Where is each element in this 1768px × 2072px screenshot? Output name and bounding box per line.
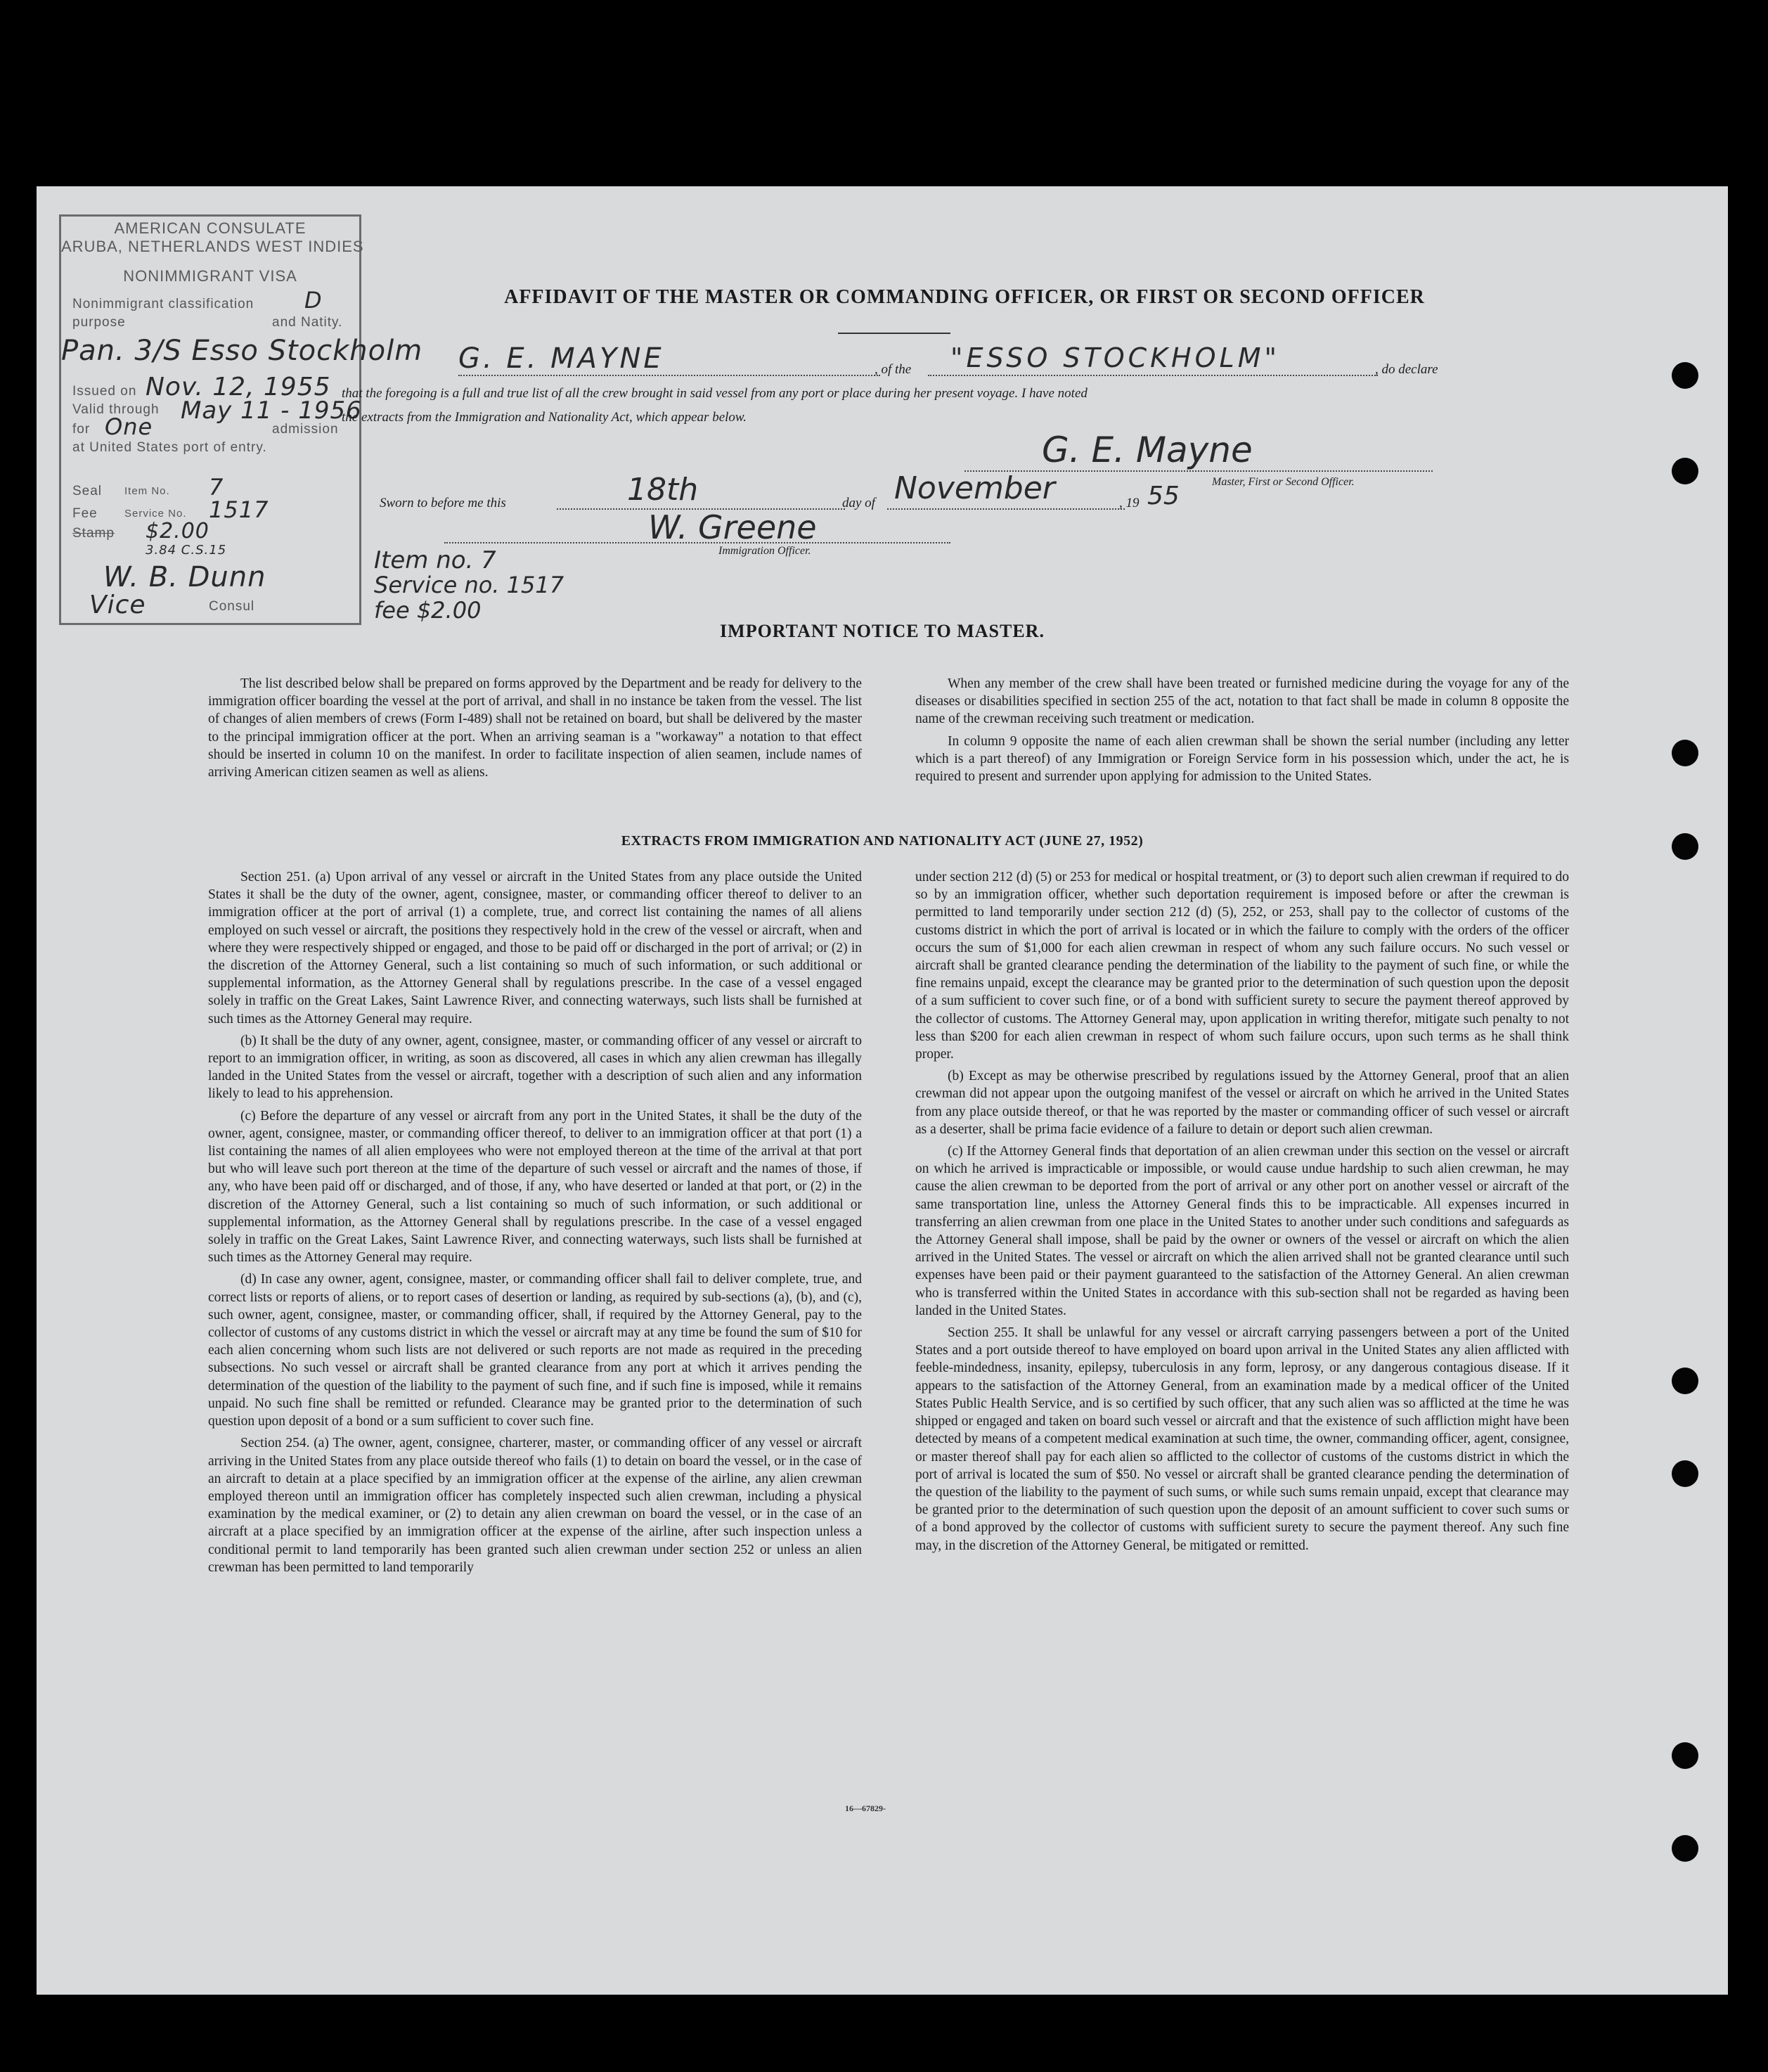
stamp-location: ARUBA, NETHERLANDS WEST INDIES <box>61 238 364 255</box>
of-the-label: , of the <box>875 362 912 377</box>
act-section: (c) Before the departure of any vessel or aircraft from any port in the United States, it shall be the duty of the owner, agent, consignee, master, or commanding officer thereof, to deliver to an immigration officer at that port (1) a list containing the names of all alien employees who were not employed thereon at the time of the arrival at that port but who will leave such port thereon at the time of the departure of such vessel or aircraft and the names of those, if any, who have been paid off or discharged, and of those, if any, who have deserted or landed at that port, or (2) in the discretion of the Attorney General, such a list containing so much of such information, or such additional or supplemental information, as the Attorney General shall by regulations prescribe. In the case of a vessel engaged solely in traffic on the Great Lakes, Saint Lawrence River, and connecting waterways, such lists shall be furnished at such times as the Attorney General may require. <box>208 1108 862 1266</box>
stamp-for-label: for <box>72 422 91 437</box>
stamp-stamp-label: Stamp <box>72 526 115 541</box>
punch-hole <box>1672 1460 1698 1487</box>
form-print-code: 16—67829- <box>845 1803 886 1813</box>
act-section: Section 251. (a) Upon arrival of any vessel or aircraft in the United States from any place outside the United States it shall be the duty of the owner, agent, consignee, master, or commanding officer thereof to deliver to an immigration officer at the port of arrival (1) a complete, true, and correct list containing the names of all aliens employed on such vessel or aircraft, the positions they respectively hold in the crew of the vessel or aircraft, when and where they were respectively shipped or engaged, and those to be paid off or discharged in the port of arrival; or (2) in the discretion of the Attorney General, such a list containing so much of such information, or such additional or supplemental information, as the Attorney General shall by regulations prescribe. In the case of a vessel engaged solely in traffic on the Great Lakes, Saint Lawrence River, and connecting waterways, such lists shall be furnished at such times as the Attorney General may require. <box>208 870 862 1027</box>
master-signature: G. E. Mayne <box>1042 430 1253 470</box>
extracts-left-column <box>208 868 862 1581</box>
stamp-admission-label: admission <box>272 422 339 437</box>
stamp-fee-value: $2.00 <box>146 519 209 543</box>
stamp-seal-label: Seal <box>72 484 103 498</box>
notice-paragraph: When any member of the crew shall have been treated or furnished medicine during the voyage for any of the diseases or disabilities specified in section 255 of the act, notation to that fact shall be made in column 8 opposite the name of the crewman receiving such treatment or medication. <box>915 676 1569 727</box>
stamp-consul-label: Consul <box>209 599 255 614</box>
notice-paragraph: In column 9 opposite the name of each alien crewman shall be shown the serial number (including any letter which is a part thereof) of any Immigration or Foreign Service form in his possession which, under the act, he is required to present and surrender upon applying for admission to the United States. <box>915 733 1569 785</box>
note-item: Item no. 7 <box>374 546 496 574</box>
vessel-name-line <box>928 375 1378 376</box>
stamp-valid-value: May 11 - 1956 <box>181 397 362 425</box>
punch-hole <box>1672 1742 1698 1769</box>
sworn-label: Sworn to before me this <box>380 496 506 510</box>
immigration-officer-label: Immigration Officer. <box>718 545 811 557</box>
act-section: (d) In case any owner, agent, consignee, master, or commanding officer shall fail to deliver complete, true, and correct lists or reports of aliens, or to report cases of desertion or landing, as required by sub-sections (a), (b), and (c), such owner, agent, consignee, master, or commanding officer, shall, if required by the Attorney General, pay to the collector of customs of any customs district in which the vessel or aircraft may at any time be found the sum of $10 for each alien concerning whom such lists are not delivered or such reports are not made as required in the preceding subsections. No such vessel or aircraft shall be granted clearance from any port at which it arrives pending the determination of the question of the liability to the payment of such fine, and if such fine is imposed, while it remains unpaid. No such fine shall be remitted or refunded. Clearance may be granted prior to the determination of such question upon deposit of a bond or a sum sufficient to cover such fine. <box>208 1272 862 1429</box>
stamp-fee-label: Fee <box>72 506 98 521</box>
consular-visa-stamp <box>59 214 423 625</box>
act-section: (b) It shall be the duty of any owner, agent, consignee, master, or commanding officer of any vessel or aircraft to report to an immigration officer, in writing, as soon as discovered, all cases in which any alien crewman has illegally landed in the United States from the vessel or aircraft, together with a description of such alien and any information likely to lead to his apprehension. <box>208 1033 862 1102</box>
stamp-for-value: One <box>105 413 153 440</box>
consul-signature: W. B. Dunn <box>103 561 266 593</box>
stamp-item-value: 7 <box>209 474 224 501</box>
day-of-label: day of <box>842 496 875 510</box>
declaration-line-2: the extracts from the Immigration and Nationality Act, which appear below. <box>342 410 747 425</box>
notice-right-column <box>915 675 1569 790</box>
declaration-line-1: that the foregoing is a full and true list of all the crew brought in said vessel from any port or place during her present voyage. I have noted <box>342 386 1088 401</box>
act-section: Section 255. It shall be unlawful for any vessel or aircraft carrying passengers between a port of the United States and a port outside thereof to have employed on board upon arrival in the United States any alien afflicted with feeble-mindedness, insanity, epilepsy, tuberculosis in any form, leprosy, or any dangerous contagious disease. If it appears to the satisfaction of the Attorney General, from an examination made by a medical officer of the United States Public Health Service, and is so certified by such officer, that any such alien was so afflicted at the time he was shipped or engaged and taken on board such vessel or aircraft and that the existence of such affliction might have been detected by means of a competent medical examination at such time, the owner, commanding officer, agent, consignee, or master thereof shall pay for each alien so afflicted to the collector of customs of the customs district in which the port of arrival is located the sum of $50. No vessel or aircraft shall be granted clearance pending the determination of the question of the liability to the payment of such sums, or while such sums remain unpaid, except that clearance may be granted prior to the determination of such question upon the deposit of an amount sufficient to cover such sums or of a bond approved by the collector of customs with sufficient surety to secure the payment thereof. Any such fine may, in the discretion of the Attorney General, be mitigated or remitted. <box>915 1325 1569 1553</box>
act-section: (c) If the Attorney General finds that deportation of an alien crewman under this section on the vessel or aircraft on which he arrived is impracticable or impossible, or would cause undue hardship to such alien crewman, he may cause the alien crewman to be deported from the port of arrival or any other port on another vessel or aircraft of the same transportation line, unless the Attorney General finds this to be impracticable. All expenses incurred in transferring an alien crewman from one place in the United States to another under such conditions and safeguards as the Attorney General shall impose, shall be paid by the owner or owners of the vessel or aircraft on which the alien arrived in the United States. The vessel or aircraft on which the alien arrived shall not be granted clearance until such expenses have been paid or their payment guaranteed to the satisfaction of the Attorney General. An alien crewman who is transferred within the United States in accordance with this sub-section shall not be regarded as having been landed in the United States. <box>915 1144 1569 1318</box>
punch-hole <box>1672 362 1698 389</box>
document-page <box>37 186 1728 1995</box>
vessel-name: "ESSO STOCKHOLM" <box>950 342 1280 373</box>
title-rule <box>838 333 950 334</box>
stamp-port-label: at United States port of entry. <box>72 440 267 455</box>
punch-hole <box>1672 458 1698 484</box>
master-label: Master, First or Second Officer. <box>1212 476 1355 488</box>
stamp-service-value: 1517 <box>209 496 269 523</box>
stamp-issued-label: Issued on <box>72 384 137 399</box>
note-fee: fee $2.00 <box>374 597 482 624</box>
stamp-natity-label: and Natity. <box>272 315 343 330</box>
act-section: (b) Except as may be otherwise prescribed by regulations issued by the Attorney General, proof that an alien crewman did not appear upon the outgoing manifest of the vessel or aircraft on which he arrived in the United States from any place outside thereof, or that he was reported by the master or commanding officer of such vessel or aircraft as a deserter, shall be prima facie evidence of a failure to detain or deport such alien crewman. <box>915 1069 1569 1137</box>
sworn-day: 18th <box>627 472 699 508</box>
affidavit-title: AFFIDAVIT OF THE MASTER OR COMMANDING OFFICER, OR FIRST OR SECOND OFFICER <box>504 286 1425 308</box>
notice-left-column <box>208 675 862 785</box>
stamp-class-value: D <box>304 287 323 314</box>
notice-paragraph: The list described below shall be prepared on forms approved by the Department and be ready for delivery to the immigration officer boarding the vessel at the port of arrival, and shall in no instance be taken from the vessel. The list of changes of alien members of crews (Form I-489) shall not be retained on board, but shall be delivered by the master to the principal immigration officer at the port. When an arriving seaman is a "workaway" a notation to that effect should be inserted in column 10 on the manifest. In order to facilitate inspection of alien seamen, include names of arriving American citizen seamen as well as aliens. <box>208 676 862 780</box>
punch-hole <box>1672 1368 1698 1394</box>
act-section: under section 212 (d) (5) or 253 for medical or hospital treatment, or (3) to deport such alien crewman if required to do so by an immigration officer, whether such deportation requirement is imposed before or after the crewman is permitted to land temporarily under section 212 (d) (5), 252, or 253, shall pay to the collector of customs of the customs district in which the port of arrival is located or in which the failure to comply with the orders of the officer occurs the sum of $1,000 for each alien crewman in respect of whom any such failure occurs. No such vessel or aircraft shall be granted clearance pending the determination of the liability to the payment of such fine, or while the fine remains unpaid, except the clearance may be granted prior to the determination of such question upon the deposit of a sum sufficient to cover such fine, or of a bond with sufficient surety to secure the payment thereof approved by the collector of customs. The Attorney General may, upon application in writing therefor, mitigate such penalty to not less than $200 for each alien crewman in respect of whom such failure occurs, upon such terms as he shall think proper. <box>915 870 1569 1062</box>
act-section: Section 254. (a) The owner, agent, consignee, charterer, master, or commanding officer of any vessel or aircraft arriving in the United States from any place outside thereof who fails (1) to detain on board the vessel, or in the case of an aircraft to detain at a place specified by an immigration officer at the expense of the airline, any alien crewman employed thereon until an immigration officer has completely inspected such alien crewman, including a physical examination by the medical examiner, or (2) to detain any alien crewman on board the vessel, or in the case of an aircraft at a place specified by an immigration officer at the expense of the airline, after such inspection unless a conditional permit to land temporarily has been granted such alien crewman under section 252 or unless an alien crewman has been permitted to land temporarily <box>208 1436 862 1575</box>
officer-name: G. E. MAYNE <box>458 342 664 375</box>
sworn-month: November <box>894 470 1055 506</box>
punch-hole <box>1672 1835 1698 1862</box>
sworn-year: 55 <box>1147 482 1180 510</box>
stamp-service-label: Service No. <box>124 508 187 520</box>
stamp-consulate: AMERICAN CONSULATE <box>114 219 307 237</box>
stamp-vessel-handwritten: Pan. 3/S Esso Stockholm <box>61 335 423 367</box>
notice-title: IMPORTANT NOTICE TO MASTER. <box>720 621 1045 641</box>
do-declare-label: , do declare <box>1375 362 1438 377</box>
stamp-visa-type: NONIMMIGRANT VISA <box>123 267 297 285</box>
officer-name-line <box>458 375 880 376</box>
extracts-right-column <box>915 868 1569 1559</box>
stamp-classification-label: Nonimmigrant classification <box>72 297 254 311</box>
stamp-issued-value: Nov. 12, 1955 <box>146 373 331 401</box>
stamp-purpose-label: purpose <box>72 315 126 330</box>
immigration-officer-signature: W. Greene <box>648 508 817 546</box>
stamp-fee-note: 3.84 C.S.15 <box>146 543 227 558</box>
stamp-item-label: Item No. <box>124 485 170 497</box>
extracts-title: EXTRACTS FROM IMMIGRATION AND NATIONALITY ACT (JUNE 27, 1952) <box>621 833 1144 849</box>
consul-prefix: Vice <box>89 591 146 619</box>
punch-hole <box>1672 740 1698 766</box>
year-prefix: , 19 <box>1119 496 1140 510</box>
stamp-valid-label: Valid through <box>72 402 160 417</box>
note-service: Service no. 1517 <box>374 572 564 598</box>
sworn-month-line <box>887 508 1125 510</box>
